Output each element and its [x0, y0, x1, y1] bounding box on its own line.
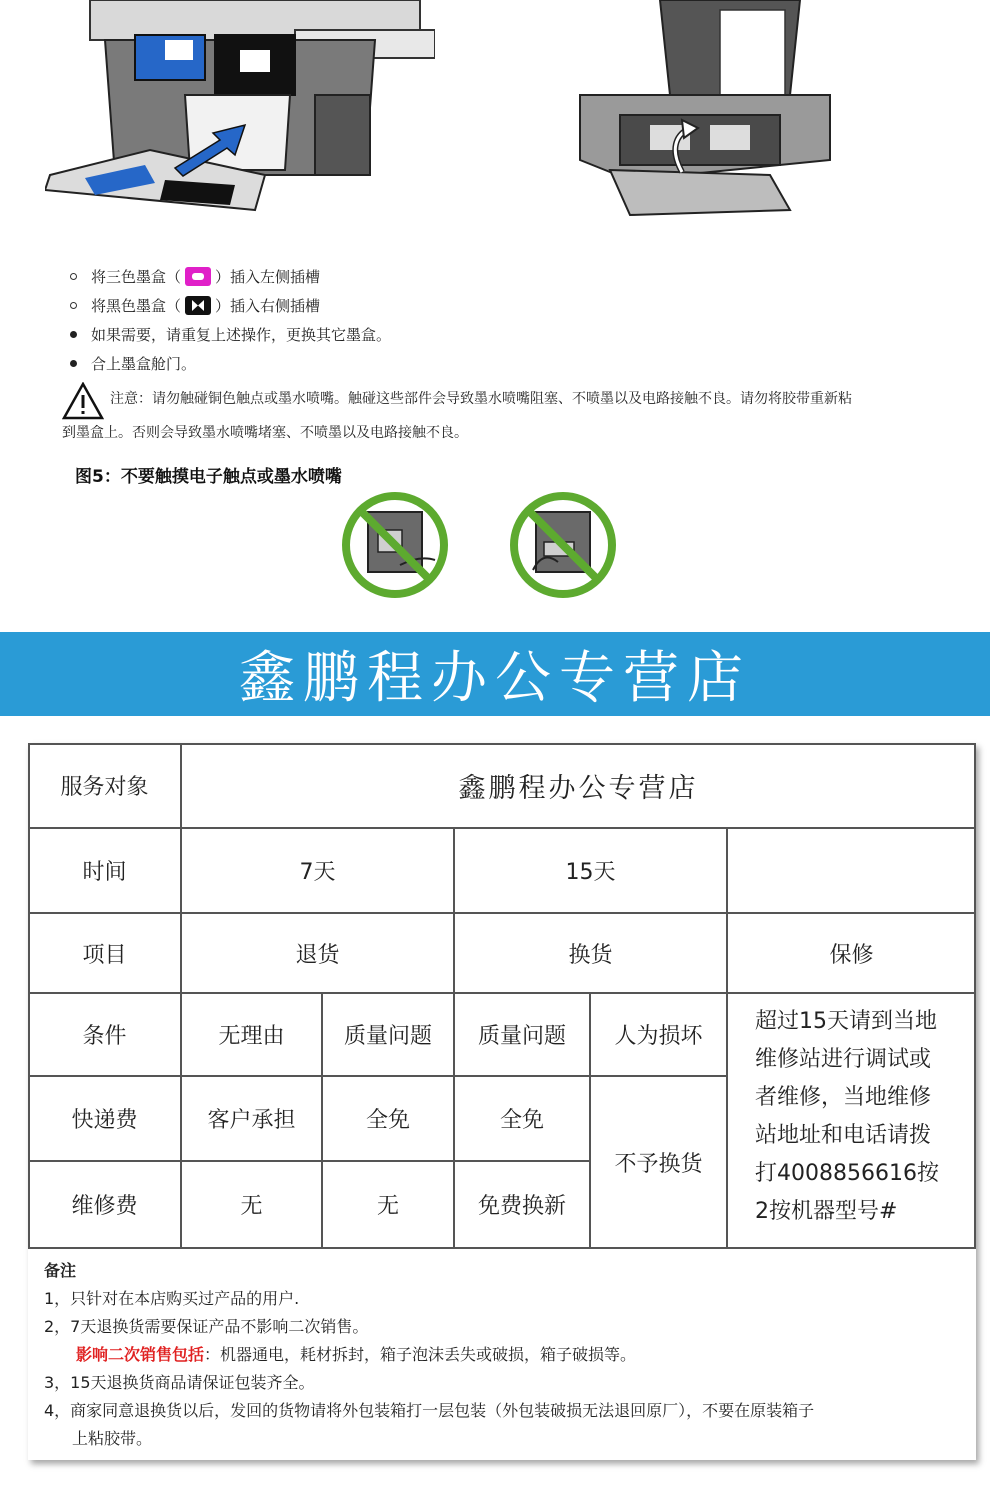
warning-note — [62, 382, 962, 450]
instruction-steps — [70, 262, 950, 378]
note-item: 4，商家同意退换货以后，发回的货物请将外包装箱打一层包装（外包装破损无法退回原厂），不要在原装箱子 — [44, 1401, 815, 1420]
policy-line: 者维修，当地维修 — [755, 1085, 932, 1110]
shipping-quality-return: 全免 — [365, 1108, 410, 1133]
open-bullet-icon — [70, 273, 77, 280]
label-service-target: 服务对象 — [60, 775, 149, 800]
filled-bullet-icon — [70, 331, 77, 338]
repair-quality-exchange: 免费换新 — [477, 1194, 566, 1219]
label-shipping-fee: 快递费 — [71, 1108, 138, 1133]
note-item-continued: 上粘胶带。 — [72, 1429, 153, 1448]
label-condition: 条件 — [82, 1024, 127, 1049]
notes-section — [44, 1257, 964, 1453]
shipping-no-reason: 客户承担 — [207, 1108, 296, 1133]
policy-line: 2按机器型号# — [755, 1199, 898, 1224]
cartridge-insertion-illustration — [45, 0, 435, 240]
open-bullet-icon — [70, 302, 77, 309]
policy-line: 超过15天请到当地 — [755, 1009, 937, 1034]
step-item: 合上墨盒舱门。 — [70, 349, 950, 378]
warning-text-line1: 注意：请勿触碰铜色触点或墨水喷嘴。触碰这些部件会导致墨水喷嘴阻塞、不喷墨以及电路接触不良。请勿将胶带重新粘 — [110, 391, 852, 407]
store-banner — [0, 632, 990, 716]
item-return: 退货 — [295, 942, 340, 968]
time-exchange: 15天 — [565, 860, 616, 885]
time-warranty — [727, 828, 976, 913]
condition-quality-exchange: 质量问题 — [477, 1024, 566, 1049]
warning-text-line2: 到墨盒上。否则会导致墨水喷嘴堵塞、不喷墨以及电路接触不良。 — [62, 425, 468, 441]
banner-title: 鑫鹏程办公专营店 — [239, 646, 751, 711]
human-damage-result: 不予换货 — [614, 1151, 703, 1177]
item-warranty: 保修 — [829, 942, 874, 968]
tricolor-cartridge-icon — [185, 267, 211, 286]
note-highlight: 影响二次销售包括 — [76, 1345, 205, 1364]
item-exchange: 换货 — [568, 942, 613, 968]
label-time: 时间 — [82, 860, 127, 885]
step-item: 将三色墨盒（ ）插入左侧插槽 — [70, 262, 950, 291]
condition-human-damage: 人为损坏 — [614, 1024, 703, 1049]
policy-line: 打4008856616按 — [755, 1161, 939, 1186]
instruction-illustrations — [0, 0, 990, 250]
figure-caption: 图5：不要触摸电子触点或墨水喷嘴 — [75, 467, 342, 487]
note-item: 2，7天退换货需要保证产品不影响二次销售。 — [44, 1317, 369, 1336]
condition-no-reason: 无理由 — [218, 1024, 285, 1049]
label-repair-fee: 维修费 — [71, 1194, 138, 1219]
condition-quality-return: 质量问题 — [343, 1024, 432, 1049]
note-sub-item — [44, 1341, 964, 1369]
shipping-quality-exchange: 全免 — [499, 1108, 544, 1133]
after-sales-service-table — [28, 743, 976, 1460]
warning-triangle-icon — [62, 382, 104, 420]
note-sub-text: ：机器通电，耗材拆封，箱子泡沫丢失或破损，箱子破损等。 — [204, 1345, 637, 1364]
no-touch-nozzles-icon — [508, 490, 618, 600]
store-name-cell: 鑫鹏程办公专营店 — [458, 773, 699, 804]
label-item: 项目 — [82, 942, 127, 968]
note-item: 1，只针对在本店购买过产品的用户. — [44, 1289, 300, 1308]
notes-heading: 备注 — [44, 1261, 77, 1280]
warranty-policy-text — [727, 993, 976, 1248]
step-item: 将黑色墨盒（ ）插入右侧插槽 — [70, 291, 950, 320]
step-item: 如果需要，请重复上述操作，更换其它墨盒。 — [70, 320, 950, 349]
repair-no-reason: 无 — [240, 1194, 263, 1219]
filled-bullet-icon — [70, 360, 77, 367]
no-touch-contacts-icon — [340, 490, 450, 600]
printer-illustration — [570, 0, 840, 230]
policy-line: 维修站进行调试或 — [755, 1047, 932, 1072]
time-return: 7天 — [299, 860, 336, 885]
note-item: 3，15天退换货商品请保证包装齐全。 — [44, 1373, 315, 1392]
black-cartridge-icon — [185, 296, 211, 315]
policy-line: 站地址和电话请拨 — [755, 1123, 932, 1148]
repair-quality-return: 无 — [376, 1194, 399, 1219]
